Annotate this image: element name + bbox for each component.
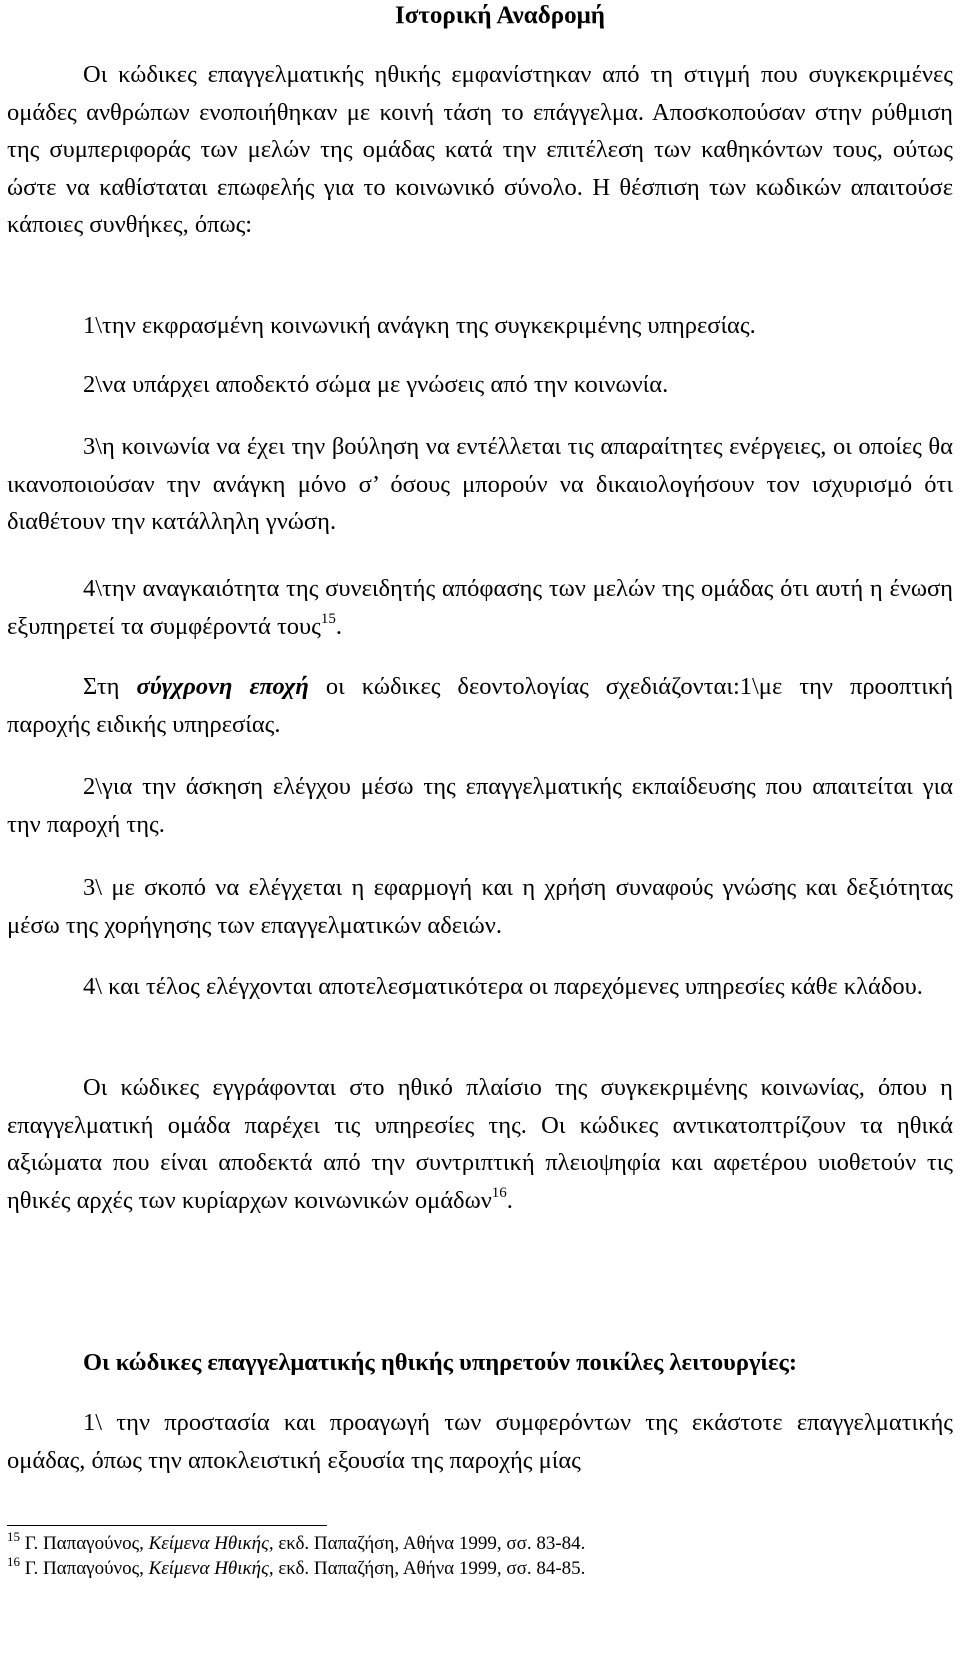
footnote-ref-16: 16	[491, 1184, 507, 1201]
footnote-16-details: , εκδ. Παπαζήση, Αθήνα 1999, σσ. 84-85.	[268, 1558, 586, 1579]
footnote-16-book: Κείμενα Ηθικής	[148, 1558, 269, 1579]
functions-heading: Οι κώδικες επαγγελματικής ηθικής υπηρετούν ποικίλες λειτουργίες:	[83, 1349, 797, 1376]
footnote-16-number: 16	[7, 1554, 20, 1569]
footnote-15-details: , εκδ. Παπαζήση, Αθήνα 1999, σσ. 83-84.	[268, 1533, 586, 1554]
condition-item-2: 2\να υπάρχει αποδεκτό σώμα με γνώσεις από την κοινωνία.	[83, 371, 669, 398]
modern-rest: οι κώδικες δεοντολογίας σχεδιάζονται:1\με την προοπτική παροχής ειδικής υπηρεσίας.	[7, 673, 954, 738]
footnote-16	[7, 1554, 953, 1581]
modern-prefix: Στη	[83, 673, 137, 700]
condition-item-4	[7, 570, 953, 645]
modern-era-paragraph	[7, 668, 953, 743]
footnote-15-author: Γ. Παπαγούνος,	[20, 1533, 149, 1554]
page-title: Ιστορική Αναδρομή	[395, 2, 605, 29]
condition-item-4-end: .	[335, 612, 343, 640]
modern-emphasis: σύγχρονη εποχή	[136, 673, 309, 700]
function-item-1: 1\ την προστασία και προαγωγή των συμφερόντων της εκάστοτε επαγγελματικής ομάδας, όπως την αποκλειστική εξουσία της παροχής μίας	[7, 1409, 953, 1474]
intro-paragraph: Οι κώδικες επαγγελματικής ηθικής εμφανίστηκαν από τη στιγμή που συγκεκριμένες ομάδες ανθρώπων ενοποιήθηκαν με κοινή τάση το επάγγελμα. Αποσκοπούσαν στην ρύθμιση της συμπεριφοράς των μελών της ομάδας κατά την επιτέλεση των καθηκόντων τους, ούτως ώστε να καθίσταται επωφελής για το κοινωνικό σύνολο. Η θέσπιση των κωδικών απαιτούσε κάποιες συνθήκες, όπως:	[7, 61, 953, 238]
condition-item-1: 1\την εκφρασμένη κοινωνική ανάγκη της συγκεκριμένης υπηρεσίας.	[83, 312, 756, 339]
codes-paragraph-end: .	[506, 1186, 513, 1214]
modern-item-4: 4\ και τέλος ελέγχονται αποτελεσματικότερα οι παρεχόμενες υπηρεσίες κάθε κλάδου.	[83, 973, 923, 1000]
footnote-15-book: Κείμενα Ηθικής	[148, 1533, 269, 1554]
condition-item-3: 3\η κοινωνία να έχει την βούληση να εντέλλεται τις απαραίτητες ενέργειες, οι οποίες θα ικανοποιούσαν την ανάγκη μόνο σ’ όσους μπορούν να δικαιολογήσουν τον ισχυρισμό ότι διαθέτουν την κατάλληλη γνώση.	[7, 433, 953, 535]
footnote-16-author: Γ. Παπαγούνος,	[20, 1558, 149, 1579]
footnote-separator	[7, 1525, 327, 1526]
codes-paragraph-text: Οι κώδικες εγγράφονται στο ηθικό πλαίσιο της συγκεκριμένης κοινωνίας, όπου η επαγγελματική ομάδα παρέχει τις υπηρεσίες της. Οι κώδικες αντικατοπτρίζουν τα ηθικά αξιώματα που είναι αποδεκτά από την συντριπτική πλειοψηφία και αφετέρου υιοθετούν τις ηθικές αρχές των κυρίαρχων κοινωνικών ομάδων	[7, 1074, 953, 1214]
condition-item-4-text: 4\την αναγκαιότητα της συνειδητής απόφασης των μελών της ομάδας ότι αυτή η ένωση εξυπηρετεί τα συμφέροντά τους	[7, 575, 953, 640]
modern-item-3: 3\ με σκοπό να ελέγχεται η εφαρμογή και η χρήση συναφούς γνώσης και δεξιότητας μέσω της χορήγησης των επαγγελματικών αδειών.	[7, 874, 953, 939]
codes-paragraph	[7, 1069, 953, 1219]
modern-item-2: 2\για την άσκηση ελέγχου μέσω της επαγγελματικής εκπαίδευσης που απαιτείται για την παροχή της.	[7, 773, 953, 838]
footnote-15-number: 15	[7, 1529, 20, 1544]
footnote-ref-15: 15	[320, 610, 336, 627]
footnote-15	[7, 1529, 953, 1556]
